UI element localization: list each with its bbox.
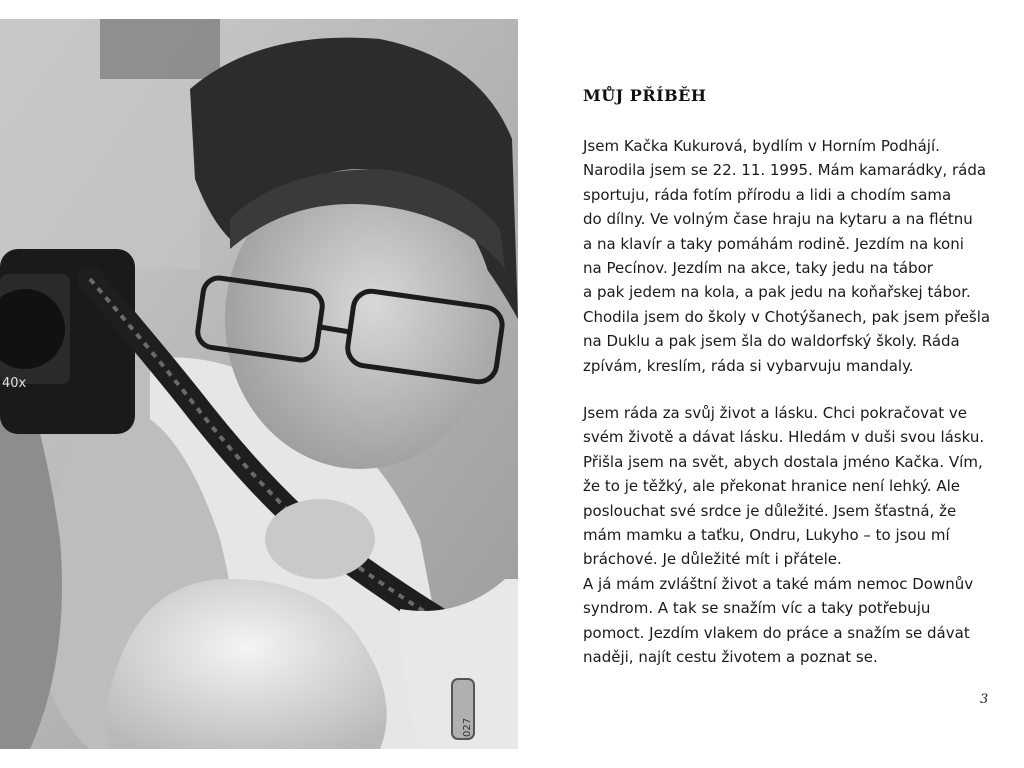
text-line: Narodila jsem se 22. 11. 1995. Mám kamarádky, ráda [583, 161, 987, 180]
text-line: a na klavír a taky pomáhám rodině. Jezdím na koni [583, 234, 964, 253]
text-line: zpívám, kreslím, ráda si vybarvuju mandaly. [583, 356, 914, 375]
text-line: na Duklu a pak jsem šla do waldorfský školy. Ráda [583, 332, 960, 351]
story-title: MŮJ PŘÍBĚH [583, 86, 707, 105]
photo-girl-with-camera [0, 19, 518, 749]
text-line: na Pecínov. Jezdím na akce, taky jedu na tábor [583, 259, 933, 278]
text-line: mám mamku a taťku, Ondru, Lukyho – to jsou mí [583, 526, 950, 545]
text-line: že to je těžký, ale překonat hranice není lehký. Ale [583, 477, 960, 496]
photo-illustration [0, 19, 518, 749]
camera-badge: 40x [2, 376, 27, 391]
text-line: poslouchat své srdce je důležité. Jsem šťastná, že [583, 501, 957, 520]
ear-tag-text: 027 [462, 717, 473, 737]
text-line: syndrom. A tak se snažím víc a taky potřebuju [583, 599, 931, 618]
story-paragraph-1 [583, 134, 990, 378]
text-line: Chodila jsem do školy v Chotýšanech, pak jsem přešla [583, 307, 991, 326]
story-paragraph-2 [583, 401, 984, 669]
text-line: sportuju, ráda fotím přírodu a lidi a chodím sama [583, 185, 952, 204]
text-line: pomoct. Jezdím vlakem do práce a snažím se dávat [583, 623, 970, 642]
text-line: svém životě a dávat lásku. Hledám v duši svou lásku. [583, 428, 985, 447]
text-line: Přišla jsem na svět, abych dostala jméno Kačka. Vím, [583, 452, 983, 471]
text-line: Jsem Kačka Kukurová, bydlím v Horním Podhájí. [583, 137, 940, 155]
text-line: do dílny. Ve volným čase hraju na kytaru a na flétnu [583, 210, 973, 229]
text-line: Jsem ráda za svůj život a lásku. Chci pokračovat ve [583, 404, 967, 422]
page-number: 3 [980, 692, 989, 707]
text-line: a pak jedem na kola, a pak jedu na koňařskej tábor. [583, 283, 971, 302]
text-line: A já mám zvláštní život a také mám nemoc Downův [583, 574, 974, 593]
text-line: naději, najít cestu životem a poznat se. [583, 648, 878, 667]
text-line: bráchové. Je důležité mít i přátele. [583, 550, 842, 569]
